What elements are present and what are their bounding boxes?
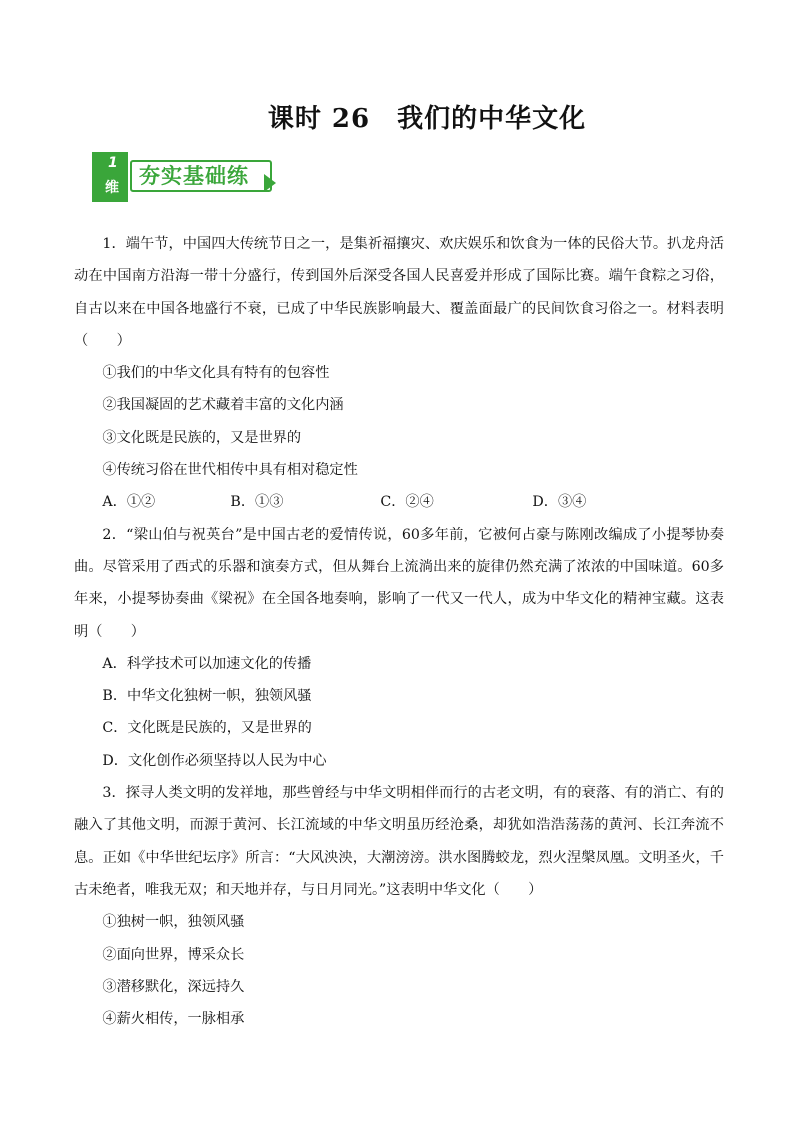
question-1-stem: 1．端午节，中国四大传统节日之一，是集祈福攘灾、欢庆娱乐和饮食为一体的民俗大节。扒龙舟活动在中国南方沿海一带十分盛行，传到国外后深受各国人民喜爱并形成了国际比赛。端午食粽之习俗，自古以来在中国各地盛行不衰，已成了中华民族影响最大、覆盖面最广的民间饮食习俗之一。材料表明（ ） <box>74 236 724 349</box>
badge-arrow-icon <box>264 174 276 192</box>
choice-b: B．①③ <box>230 494 284 511</box>
question-2-option: D．文化创作必须坚持以人民为中心 <box>102 752 327 769</box>
badge-number-block <box>92 152 128 202</box>
question-list <box>74 228 724 1035</box>
section-badge <box>92 152 284 204</box>
choice-a: A．①② <box>102 494 156 511</box>
question-3-item: ①独树一帜，独领风骚 <box>102 914 245 931</box>
question-1-choices <box>74 486 724 518</box>
question-3-item: ②面向世界，博采众长 <box>102 946 245 963</box>
badge-label: 夯实基础练 <box>139 164 249 188</box>
badge-label-box <box>130 160 272 192</box>
question-2-option: B．中华文化独树一帜，独领风骚 <box>102 688 312 705</box>
question-2-option: A．科学技术可以加速文化的传播 <box>102 655 312 672</box>
choice-d: D．③④ <box>532 494 587 511</box>
question-3-stem: 3．探寻人类文明的发祥地，那些曾经与中华文明相伴而行的古老文明，有的衰落、有的消亡、有的融入了其他文明，而源于黄河、长江流域的中华文明虽历经沧桑，却犹如浩浩荡荡的黄河、长江奔流不息。正如《中华世纪坛序》所言：“大风泱泱，大潮滂滂。洪水图腾蛟龙，烈火涅槃凤凰。文明圣火，千古未绝者，唯我无双；和天地并存，与日月同光。”这表明中华文化（ ） <box>74 785 724 898</box>
question-2-stem: 2．“梁山伯与祝英台”是中国古老的爱情传说，60多年前，它被何占豪与陈刚改编成了小提琴协奏曲。尽管采用了西式的乐器和演奏方式，但从舞台上流淌出来的旋律仍然充满了浓浓的中国味道。60多年来，小提琴协奏曲《梁祝》在全国各地奏响，影响了一代又一代人，成为中华文化的精神宝藏。这表明（ ） <box>74 526 724 640</box>
question-2-option: C．文化既是民族的，又是世界的 <box>102 720 312 737</box>
question-1-item: ③文化既是民族的，又是世界的 <box>102 429 302 446</box>
badge-suffix: 维 <box>105 180 119 196</box>
question-1-item: ④传统习俗在世代相传中具有相对稳定性 <box>102 462 358 479</box>
question-1-item: ①我们的中华文化具有特有的包容性 <box>102 365 330 382</box>
choice-c: C．②④ <box>380 494 434 511</box>
question-1-item: ②我国凝固的艺术藏着丰富的文化内涵 <box>102 397 344 414</box>
page-title: 课时 26 我们的中华文化 <box>267 104 587 134</box>
question-3-item: ③潜移默化，深远持久 <box>102 978 245 995</box>
question-3-item: ④薪火相传，一脉相承 <box>102 1011 245 1028</box>
badge-number: 1 <box>108 155 118 171</box>
